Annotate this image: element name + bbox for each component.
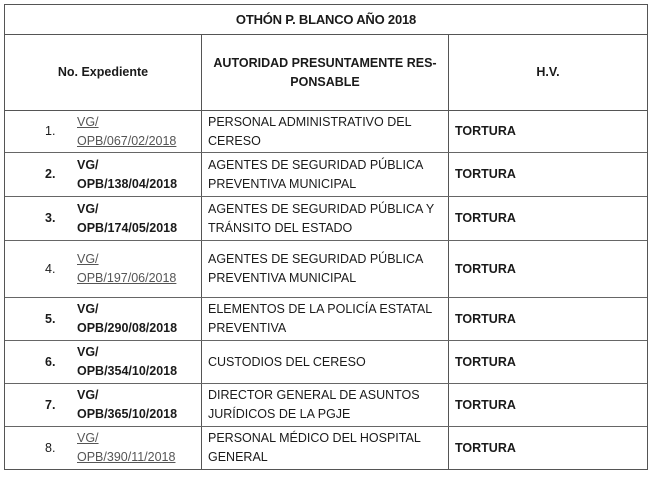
autoridad-cell — [202, 241, 449, 297]
table-row — [5, 153, 647, 197]
header-autoridad-line1: AUTORIDAD PRESUNTAMENTE RES- — [213, 55, 437, 70]
row-number: 6. — [45, 354, 56, 369]
header-autoridad-line2: PONSABLE — [290, 74, 360, 89]
expediente-link — [77, 386, 177, 424]
autoridad-line1: AGENTES DE SEGURIDAD PÚBLICA — [208, 157, 424, 172]
autoridad-line1: PERSONAL ADMINISTRATIVO DEL — [208, 114, 412, 129]
header-autoridad — [202, 35, 449, 110]
row-number: 2. — [45, 167, 56, 181]
table-title: OTHÓN P. BLANCO AÑO 2018 — [5, 5, 647, 35]
hv-cell: TORTURA — [455, 440, 516, 455]
table-row — [5, 427, 647, 469]
table-row — [5, 241, 647, 298]
row-number: 1. — [45, 124, 56, 138]
expediente-link[interactable] — [77, 113, 176, 151]
hv-cell: TORTURA — [455, 261, 516, 276]
expedientes-table — [4, 4, 648, 470]
expediente-line1: VG/ — [77, 201, 99, 216]
table-row — [5, 341, 647, 384]
row-number: 4. — [45, 261, 56, 276]
hv-cell: TORTURA — [455, 211, 516, 225]
row-number: 7. — [45, 397, 56, 412]
autoridad-line2: PREVENTIVA MUNICIPAL — [208, 271, 357, 285]
autoridad-cell — [202, 197, 449, 240]
expediente-line2: OPB/138/04/2018 — [77, 176, 178, 191]
table-row — [5, 197, 647, 241]
expediente-line1: VG/ — [77, 114, 99, 129]
autoridad-line2: PREVENTIVA MUNICIPAL — [208, 176, 357, 191]
autoridad-line1: DIRECTOR GENERAL DE ASUNTOS — [208, 388, 420, 402]
autoridad-line1: AGENTES DE SEGURIDAD PÚBLICA — [208, 252, 424, 266]
expediente-link — [77, 300, 177, 338]
header-hv: H.V. — [536, 65, 560, 79]
header-row — [5, 35, 647, 111]
row-number: 3. — [45, 211, 56, 225]
autoridad-cell — [202, 427, 449, 469]
table-row — [5, 111, 647, 153]
table-row — [5, 298, 647, 341]
autoridad-cell — [202, 153, 449, 196]
expediente-cell — [5, 341, 202, 383]
expediente-line1: VG/ — [77, 388, 99, 402]
expediente-link[interactable] — [77, 250, 176, 288]
hv-cell: TORTURA — [455, 354, 516, 369]
expediente-cell — [5, 384, 202, 426]
expediente-link — [77, 343, 177, 381]
autoridad-cell — [202, 341, 449, 383]
autoridad-line2: CERESO — [208, 133, 261, 148]
autoridad-line2: GENERAL — [208, 450, 268, 464]
expediente-link — [77, 200, 177, 238]
autoridad-line2: PREVENTIVA — [208, 321, 287, 335]
expediente-link[interactable] — [77, 429, 175, 467]
expediente-line1: VG/ — [77, 252, 99, 266]
expediente-line2: OPB/365/10/2018 — [77, 407, 178, 421]
row-number: 5. — [45, 311, 56, 326]
autoridad-line1: ELEMENTOS DE LA POLICÍA ESTATAL — [208, 302, 433, 316]
autoridad-line1: CUSTODIOS DEL CERESO — [208, 354, 366, 369]
autoridad-line2: JURÍDICOS DE LA PGJE — [208, 407, 351, 421]
autoridad-cell — [202, 384, 449, 426]
expediente-cell — [5, 153, 202, 196]
expediente-line1: VG/ — [77, 431, 99, 445]
expediente-line2: OPB/354/10/2018 — [77, 364, 178, 378]
expediente-link — [77, 156, 177, 194]
expediente-line1: VG/ — [77, 302, 99, 316]
autoridad-line1: AGENTES DE SEGURIDAD PÚBLICA Y — [208, 201, 435, 216]
expediente-cell — [5, 197, 202, 240]
expediente-line2: OPB/390/11/2018 — [77, 450, 176, 464]
hv-cell: TORTURA — [455, 311, 516, 326]
expediente-line2: OPB/067/02/2018 — [77, 133, 177, 148]
expediente-cell — [5, 298, 202, 340]
expediente-line2: OPB/174/05/2018 — [77, 220, 178, 235]
hv-cell: TORTURA — [455, 397, 516, 412]
expediente-line1: VG/ — [77, 345, 99, 359]
header-expediente: No. Expediente — [5, 35, 202, 110]
expediente-cell — [5, 241, 202, 297]
expediente-line2: OPB/290/08/2018 — [77, 321, 178, 335]
expediente-cell — [5, 111, 202, 152]
autoridad-line2: TRÁNSITO DEL ESTADO — [208, 220, 353, 235]
autoridad-line1: PERSONAL MÉDICO DEL HOSPITAL — [208, 431, 421, 445]
hv-cell: TORTURA — [455, 124, 516, 138]
autoridad-cell — [202, 111, 449, 152]
table-row — [5, 384, 647, 427]
autoridad-cell — [202, 298, 449, 340]
hv-cell: TORTURA — [455, 167, 516, 181]
expediente-line1: VG/ — [77, 157, 99, 172]
expediente-line2: OPB/197/06/2018 — [77, 271, 177, 285]
expediente-cell — [5, 427, 202, 469]
row-number: 8. — [45, 440, 56, 455]
